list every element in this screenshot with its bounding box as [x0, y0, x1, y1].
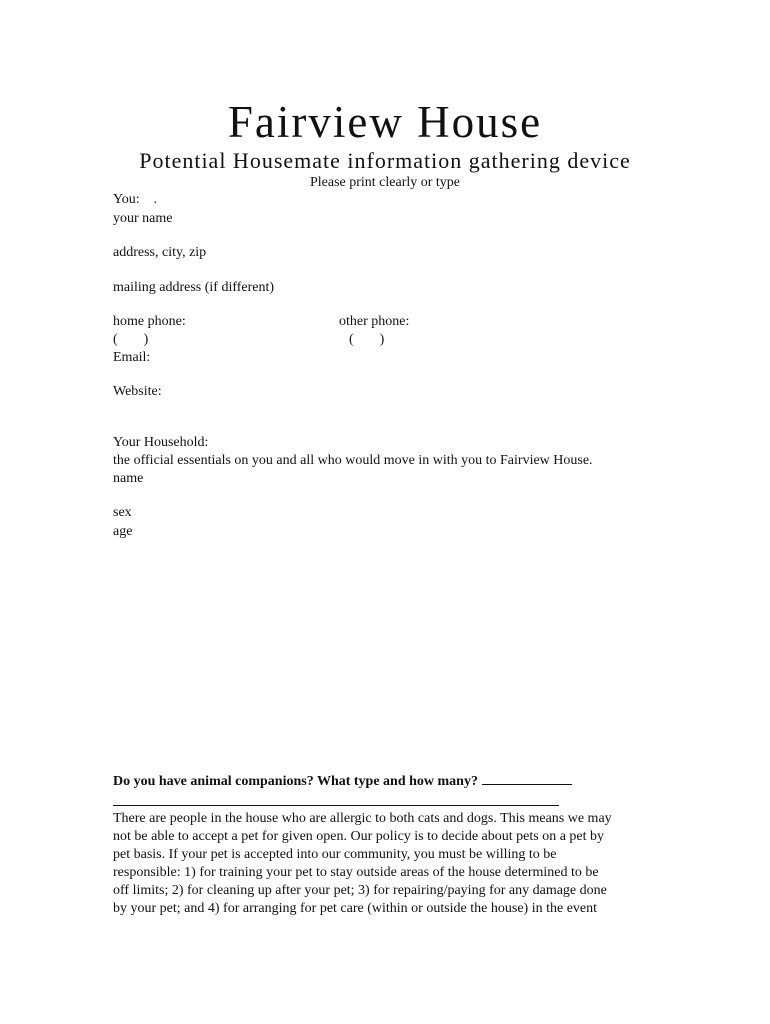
other-phone-paren-open: (: [349, 332, 354, 347]
pet-policy-line: There are people in the house who are allergic to both cats and dogs. This means we may: [113, 811, 612, 826]
pet-policy-line: responsible: 1) for training your pet to stay outside areas of the house determined to be: [113, 865, 599, 880]
pet-policy-line: pet basis. If your pet is accepted into our community, you must be willing to be: [113, 847, 557, 862]
document-subtitle: Potential Housemate information gathering device: [139, 148, 631, 173]
website-label: Website:: [113, 384, 162, 399]
you-label: You:: [113, 192, 140, 207]
print-instruction: Please print clearly or type: [309, 175, 461, 190]
household-description: the official essentials on you and all who would move in with you to Fairview House.: [113, 453, 593, 468]
phone-paren-row: [113, 331, 513, 349]
household-label: Your Household:: [113, 435, 209, 450]
home-phone-label: home phone:: [113, 314, 186, 329]
animal-answer-line: [113, 805, 559, 806]
home-phone-paren-open: (: [113, 332, 118, 347]
animal-question-row: [113, 772, 572, 791]
you-label-row: [113, 191, 157, 209]
household-name-label: name: [113, 471, 144, 486]
email-label: Email:: [113, 350, 151, 365]
animal-answer-blank: [482, 772, 572, 785]
household-sex-label: sex: [113, 505, 132, 520]
your-name-label: your name: [113, 211, 173, 226]
other-phone-paren-close: ): [379, 332, 385, 347]
document-title: Fairview House: [227, 97, 543, 147]
phone-labels-row: [113, 313, 513, 331]
you-dot: .: [153, 192, 158, 207]
mailing-address-label: mailing address (if different): [113, 280, 275, 295]
animal-question: Do you have animal companions? What type and how many?: [113, 774, 478, 789]
other-phone-label: other phone:: [339, 314, 410, 329]
home-phone-paren-close: ): [143, 332, 149, 347]
pet-policy-paragraph: [113, 810, 673, 918]
pet-policy-line: off limits; 2) for cleaning up after your pet; 3) for repairing/paying for any damage done: [113, 883, 607, 898]
pet-policy-line: by your pet; and 4) for arranging for pet care (within or outside the house) in the event: [113, 901, 598, 916]
household-age-label: age: [113, 524, 133, 539]
pet-policy-line: not be able to accept a pet for given open. Our policy is to decide about pets on a pet by: [113, 829, 605, 844]
address-label: address, city, zip: [113, 245, 207, 260]
